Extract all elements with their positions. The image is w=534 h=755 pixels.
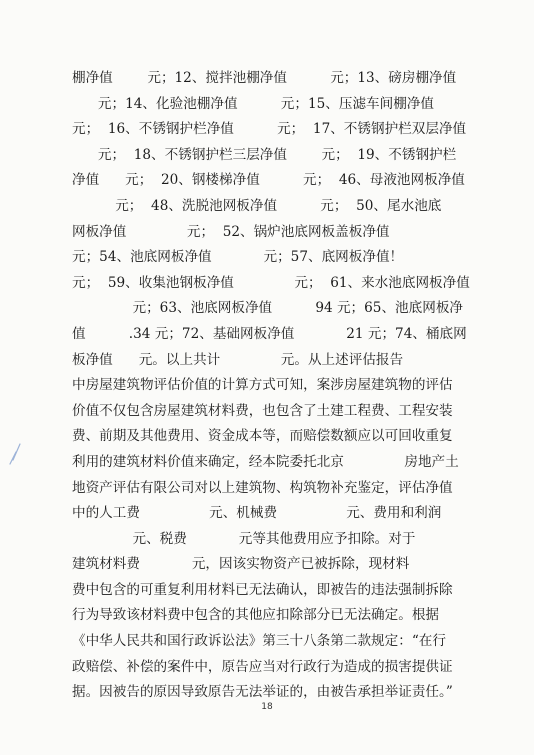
text-line: 元；63、池底网板净值 94 元；65、池底网板净 [72, 300, 464, 317]
page-number: 18 [261, 702, 273, 712]
text-line: 价值不仅包含房屋建筑材料费，也包含了土建工程费、工程安装 [72, 402, 453, 419]
text-line: 行为导致该材料费中包含的其他应扣除部分已无法确定。根据 [72, 607, 440, 624]
text-line: 中的人工费 元、机械费 元、费用和利润 [72, 505, 442, 522]
text-line: 净值 元； 20、钢楼梯净值 元； 46、母液池网板净值 [72, 172, 465, 189]
text-line: 元； 18、不锈钢护栏三层净值 元； 19、不锈钢护栏 [72, 146, 457, 163]
text-line: 元； 48、洗脱池网板净值 元； 50、尾水池底 [72, 197, 442, 214]
text-line: 地资产评估有限公司对以上建筑物、构筑物补充鉴定，评估净值 [72, 479, 453, 496]
text-line: 据。因被告的原因导致原告无法举证的，由被告承担举证责任。” [72, 684, 453, 701]
text-line: 费中包含的可重复利用材料已无法确认，即被告的违法强制拆除 [72, 581, 453, 598]
text-line: 棚净值 元；12、搅拌池棚净值 元；13、磅房棚净值 [72, 70, 457, 86]
text-line: 元； 16、不锈钢护栏净值 元； 17、不锈钢护栏双层净值 [72, 121, 467, 138]
text-line: 费、前期及其他费用、资金成本等，而赔偿数额应以可回收重复 [72, 428, 453, 445]
text-line: 板净值 元。以上共计 元。从上述评估报告 [72, 351, 404, 368]
text-line: 建筑材料费 元，因该实物资产已被拆除，现材料 [72, 556, 410, 573]
text-line: 中房屋建筑物评估价值的计算方式可知，案涉房屋建筑物的评估 [72, 377, 453, 394]
pen-mark [4, 430, 34, 474]
text-line: 利用的建筑材料价值来确定，经本院委托北京 房地产土 [72, 453, 459, 470]
text-line: 《中华人民共和国行政诉讼法》第三十八条第二款规定：“在行 [72, 633, 446, 650]
text-line: 政赔偿、补偿的案件中，原告应当对行政行为造成的损害提供证 [72, 658, 453, 675]
text-line: 值 .34 元；72、基础网板净值 21 元；74、桶底网 [72, 325, 467, 342]
text-line: 元； 59、收集池钢板净值 元； 61、来水池底网板净值 [72, 274, 470, 291]
text-line: 网板净值 元； 52、锅炉池底网板盖板净值 [72, 223, 390, 240]
body-text [72, 66, 468, 706]
text-line: 元；14、化验池棚净值 元；15、压滤车间棚净值 [72, 95, 435, 112]
text-line: 元；54、池底网板净值 元；57、底网板净值！ [72, 249, 404, 266]
text-line: 元、税费 元等其他费用应予扣除。对于 [72, 530, 416, 547]
